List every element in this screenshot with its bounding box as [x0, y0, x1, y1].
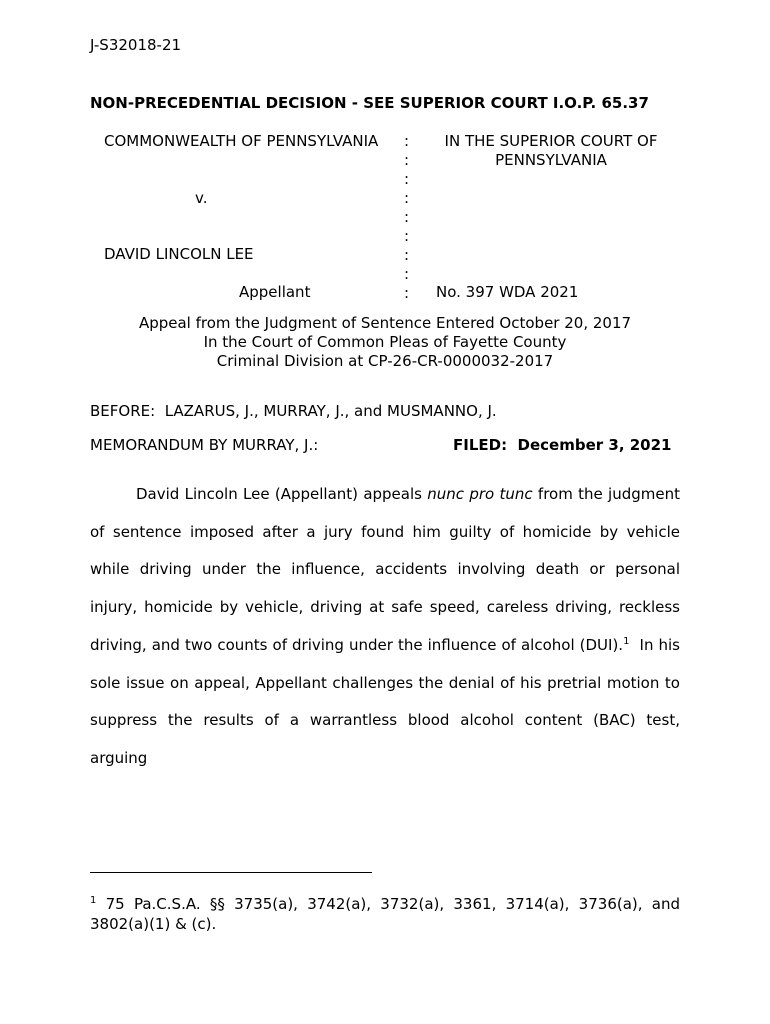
court-name — [426, 132, 676, 170]
caption-colon: : — [404, 227, 410, 245]
footnote — [90, 894, 680, 934]
court-line-1: IN THE SUPERIOR COURT OF — [444, 132, 658, 150]
party-two-role: Appellant — [239, 283, 311, 301]
appeal-line-2: In the Court of Common Pleas of Fayette County — [203, 333, 567, 351]
caption-colon: : — [404, 265, 410, 283]
filed-date: FILED: December 3, 2021 — [453, 436, 672, 454]
body-text — [90, 476, 685, 778]
decision-notice: NON-PRECEDENTIAL DECISION - SEE SUPERIOR COURT I.O.P. 65.37 — [90, 94, 649, 112]
docket-code: J-S32018-21 — [90, 36, 182, 54]
versus: v. — [195, 189, 208, 207]
body-italic: nunc pro tunc — [427, 485, 533, 503]
footnote-divider — [90, 872, 372, 873]
footnote-text: 75 Pa.C.S.A. §§ 3735(a), 3742(a), 3732(a), 3361, 3714(a), 3736(a), and 3802(a)(1) & (c). — [90, 895, 680, 933]
body-part-3: In his sole issue on appeal, Appellant challenges the denial of his pretrial motion to suppress the results of a warrantless blood alcohol content (BAC) test, arguing — [90, 635, 685, 767]
appeal-line-3: Criminal Division at CP-26-CR-0000032-2017 — [216, 352, 554, 370]
caption-colon: : — [404, 284, 410, 302]
court-line-2: PENNSYLVANIA — [495, 151, 607, 169]
caption-colon: : — [404, 246, 410, 264]
body-part-2: from the judgment of sentence imposed after a jury found him guilty of homicide by vehicle while driving under the influence, accidents involving death or personal injury, homicide by vehicle, driving at safe speed, careless driving, reckless driving, and two counts of driving under the influence of alcohol (DUI). — [90, 485, 680, 654]
caption-colon: : — [404, 208, 410, 226]
body-part-1: David Lincoln Lee (Appellant) appeals — [136, 485, 428, 503]
appeal-info — [90, 314, 680, 371]
caption-colon: : — [404, 132, 410, 150]
appeal-line-1: Appeal from the Judgment of Sentence Entered October 20, 2017 — [138, 314, 632, 332]
memorandum-author: MEMORANDUM BY MURRAY, J.: — [90, 436, 319, 454]
caption-colon: : — [404, 189, 410, 207]
footnote-marker: 1 — [90, 895, 97, 906]
caption-colon: : — [404, 151, 410, 169]
case-number: No. 397 WDA 2021 — [436, 283, 579, 301]
body-paragraph — [90, 476, 685, 778]
panel-before: BEFORE: LAZARUS, J., MURRAY, J., and MUSMANNO, J. — [90, 402, 497, 420]
footnote-ref[interactable]: 1 — [623, 635, 630, 647]
caption-colon: : — [404, 170, 410, 188]
caption-divider — [404, 132, 414, 303]
party-one: COMMONWEALTH OF PENNSYLVANIA — [104, 132, 379, 150]
party-two: DAVID LINCOLN LEE — [104, 245, 254, 263]
